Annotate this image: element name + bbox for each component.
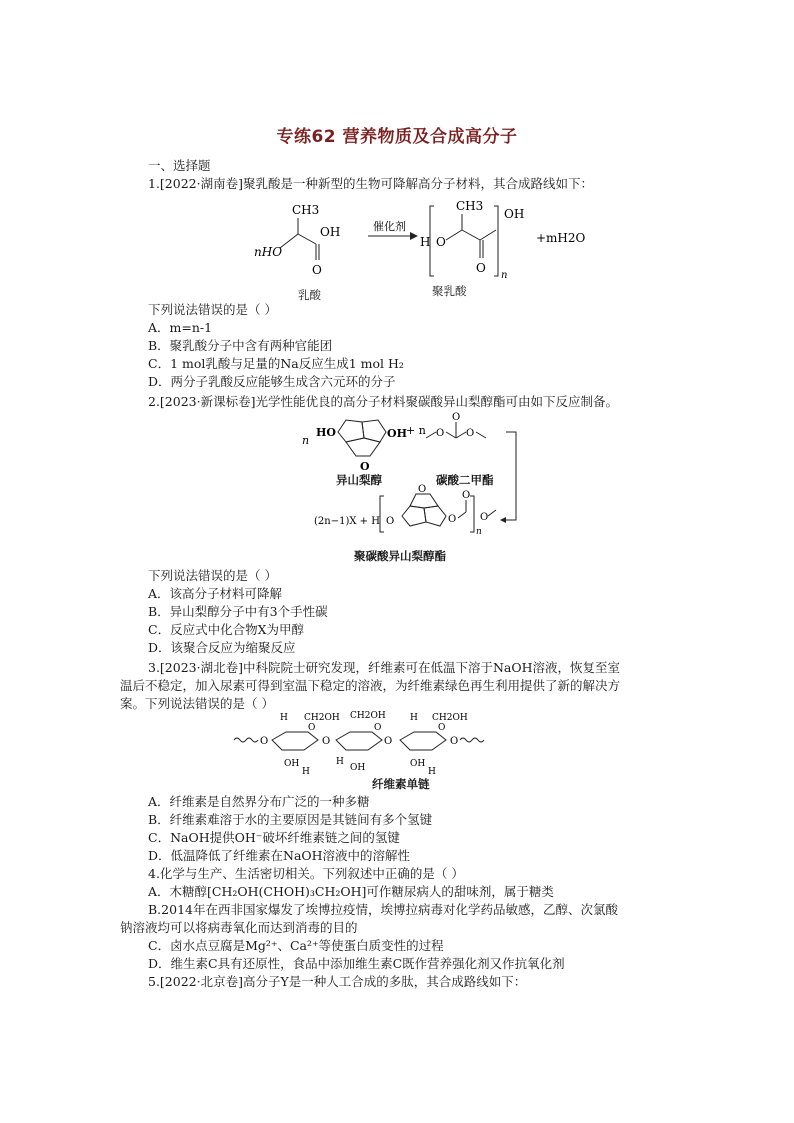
q3-o-label-3: O xyxy=(384,736,393,747)
q3-h-4: H xyxy=(410,713,418,723)
q2-o-label-4: O xyxy=(466,428,475,439)
q2-option-d: D．该聚合反应为缩聚反应 xyxy=(148,640,296,655)
q3-option-c: C．NaOH提供OH⁻破坏纤维素链之间的氢键 xyxy=(148,830,400,845)
q5-stem: 5.[2022·北京卷]高分子Y是一种人工合成的多肽，其合成路线如下： xyxy=(148,974,527,989)
q2-oh-label: OH xyxy=(387,427,407,440)
q3-oh-1: OH xyxy=(284,759,300,769)
q4-option-a: A．木糖醇[CH₂OH(CHOH)₃CH₂OH]可作糖尿病人的甜味剂，属于糖类 xyxy=(148,884,554,899)
q3-option-b: B．纤维素难溶于水的主要原因是其链间有多个氢键 xyxy=(148,812,433,827)
q3-ch2oh-2: CH2OH xyxy=(350,711,386,721)
q1-option-a: A．m=n-1 xyxy=(148,320,213,335)
q2-option-b: B．异山梨醇分子中有3个手性碳 xyxy=(148,604,328,619)
q1-o-label-left: O xyxy=(312,263,322,277)
q2-n-label: n xyxy=(302,434,310,447)
q2-prompt: 下列说法错误的是（ ） xyxy=(148,568,277,583)
q2-o-label-3: O xyxy=(452,412,461,423)
q1-option-d: D．两分子乳酸反应能够生成含六元环的分子 xyxy=(148,374,396,389)
q3-oh-3: OH xyxy=(410,759,426,769)
page-title: 专练62 营养物质及合成高分子 xyxy=(276,127,518,147)
q3-o-ring-3: O xyxy=(438,723,446,733)
arrow-icon xyxy=(500,517,506,523)
q3-label-chain: 纤维素单链 xyxy=(372,777,430,791)
q4-option-b-cont: 钠溶液均可以将病毒氧化而达到消毒的目的 xyxy=(120,920,358,935)
q1-oh-label-right: OH xyxy=(504,207,525,221)
q3-o-label-4: O xyxy=(450,736,459,747)
q2-o-label-1: O xyxy=(360,460,370,473)
q1-nho-label: nHO xyxy=(254,245,283,259)
q3-cellulose-structure xyxy=(232,710,572,776)
q2-o-label-8: O xyxy=(462,490,471,501)
q2-label-dmc: 碳酸二甲酯 xyxy=(436,473,494,487)
q1-option-c: C．1 mol乳酸与足量的Na反应生成1 mol H₂ xyxy=(148,356,404,371)
q3-ch2oh-3: CH2OH xyxy=(432,713,468,723)
q3-o-label-2: O xyxy=(322,736,331,747)
q1-oh-label: OH xyxy=(320,225,341,239)
q3-stem-line-3: 案。下列说法错误的是（ ） xyxy=(120,696,274,711)
q4-option-d: D．维生素C具有还原性，食品中添加维生素C既作营养强化剂又作抗氧化剂 xyxy=(148,956,565,971)
q1-ch3-label: CH3 xyxy=(292,203,320,217)
section-heading: 一、选择题 xyxy=(148,158,211,173)
q1-water-label: +mH2O xyxy=(536,231,586,245)
q1-stem: 1.[2022·湖南卷]聚乳酸是一种新型的生物可降解高分子材料，其合成路线如下： xyxy=(148,176,593,191)
q1-catalyst-label: 催化剂 xyxy=(373,220,406,233)
q3-oh-2: OH xyxy=(350,763,366,773)
q4-option-c: C．卤水点豆腐是Mg²⁺、Ca²⁺等使蛋白质变性的过程 xyxy=(148,938,444,953)
q2-reaction-scheme xyxy=(290,408,530,568)
q2-o-label-9: O xyxy=(480,512,489,523)
q2-option-a: A．该高分子材料可降解 xyxy=(148,586,283,601)
q2-option-c: C．反应式中化合物X为甲醇 xyxy=(148,622,304,637)
q1-n-subscript: n xyxy=(501,270,508,281)
q3-stem-line-1: 3.[2023·湖北卷]中科院院士研究发现，纤维素可在低温下溶于NaOH溶液，恢复至室 xyxy=(148,660,621,675)
q1-label-lactic-acid: 乳酸 xyxy=(298,288,321,302)
q3-h-3: H xyxy=(336,757,344,767)
q1-o-label-right: O xyxy=(476,261,486,275)
q1-label-polylactic-acid: 聚乳酸 xyxy=(432,284,467,298)
q1-option-b: B．聚乳酸分子中含有两种官能团 xyxy=(148,338,333,353)
q2-o-label-6: O xyxy=(418,484,427,495)
q3-option-a: A．纤维素是自然界分布广泛的一种多糖 xyxy=(148,794,370,809)
q3-h-2: H xyxy=(302,767,310,776)
q1-h-label: H xyxy=(420,235,431,249)
q2-o-label-5: O xyxy=(386,516,395,527)
q3-h-5: H xyxy=(428,767,436,776)
q2-x-term: (2n−1)X + H xyxy=(314,516,380,527)
q1-prompt: 下列说法错误的是（ ） xyxy=(148,302,277,317)
q3-ch2oh-1: CH2OH xyxy=(304,713,340,723)
q4-option-b: B.2014年在西非国家爆发了埃博拉疫情，埃博拉病毒对化学药品敏感，乙醇、次氯酸 xyxy=(148,902,618,917)
q2-ho-label: HO xyxy=(316,426,336,439)
q4-stem: 4.化学与生产、生活密切相关。下列叙述中正确的是（ ） xyxy=(148,866,464,881)
q1-o-label-chain: O xyxy=(436,235,446,249)
q3-o-label-1: O xyxy=(260,736,269,747)
q3-h-1: H xyxy=(280,713,288,723)
q3-option-d: D．低温降低了纤维素在NaOH溶液中的溶解性 xyxy=(148,848,411,863)
q2-label-isosorbide: 异山梨醇 xyxy=(336,473,382,487)
q2-o-label-7: O xyxy=(448,514,457,525)
q2-o-label-2: O xyxy=(436,428,445,439)
q2-label-polymer: 聚碳酸异山梨醇酯 xyxy=(354,549,446,563)
q2-stem: 2.[2023·新课标卷]光学性能优良的高分子材料聚碳酸异山梨醇酯可由如下反应制备。 xyxy=(148,394,618,409)
arrow-icon xyxy=(410,232,418,240)
q1-ch3-label-right: CH3 xyxy=(456,199,484,213)
q2-n-subscript: n xyxy=(476,527,482,537)
q3-stem-line-2: 温后不稳定，加入尿素可得到室温下稳定的溶液，为纤维素绿色再生利用提供了新的解决方 xyxy=(120,678,621,693)
q3-o-ring-1: O xyxy=(308,723,316,733)
q2-plus-n: + n xyxy=(406,424,426,437)
q3-o-ring-2: O xyxy=(374,723,382,733)
